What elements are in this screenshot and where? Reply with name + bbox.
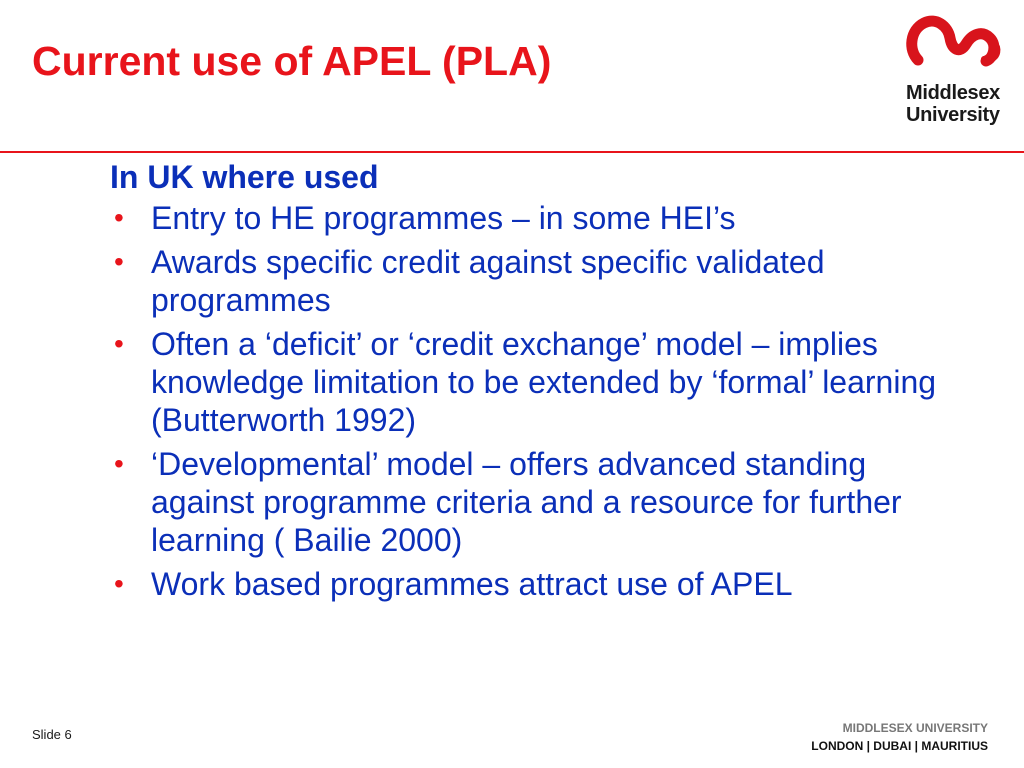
section-heading: In UK where used	[110, 159, 379, 195]
slide-title: Current use of APEL (PLA)	[32, 38, 552, 84]
footer-locations: LONDON | DUBAI | MAURITIUS	[811, 739, 988, 753]
logo-wordmark	[906, 82, 1000, 126]
bullet-icon: •	[114, 246, 124, 277]
middlesex-university-logo	[900, 14, 1010, 134]
slide-number: Slide 6	[32, 727, 72, 742]
bullet-item	[110, 445, 950, 559]
bullet-text: ‘Developmental’ model – offers advanced standing against programme criteria and a resource for further learning ( Bailie 2000)	[151, 446, 902, 558]
bullet-icon: •	[114, 202, 124, 233]
bullet-item	[110, 565, 950, 603]
bullet-list	[110, 199, 950, 603]
bullet-icon: •	[114, 568, 124, 599]
bullet-icon: •	[114, 328, 124, 359]
bullet-item	[110, 243, 950, 319]
footer-university-name: MIDDLESEX UNIVERSITY	[842, 721, 988, 735]
bullet-text: Awards specific credit against specific validated programmes	[151, 244, 825, 318]
bullet-item	[110, 325, 950, 439]
university-logo-mark-icon	[904, 14, 1004, 76]
bullet-text: Work based programmes attract use of APEL	[151, 566, 793, 602]
logo-line-2: University	[906, 104, 1000, 126]
bullet-text: Entry to HE programmes – in some HEI’s	[151, 200, 736, 236]
bullet-text: Often a ‘deficit’ or ‘credit exchange’ model – implies knowledge limitation to be extended by ‘formal’ learning (Butterworth 1992)	[151, 326, 937, 438]
slide-body	[110, 158, 950, 609]
logo-line-1: Middlesex	[906, 82, 1000, 104]
bullet-icon: •	[114, 448, 124, 479]
bullet-item	[110, 199, 950, 237]
title-divider	[0, 151, 1024, 153]
footer-brand	[811, 719, 988, 755]
